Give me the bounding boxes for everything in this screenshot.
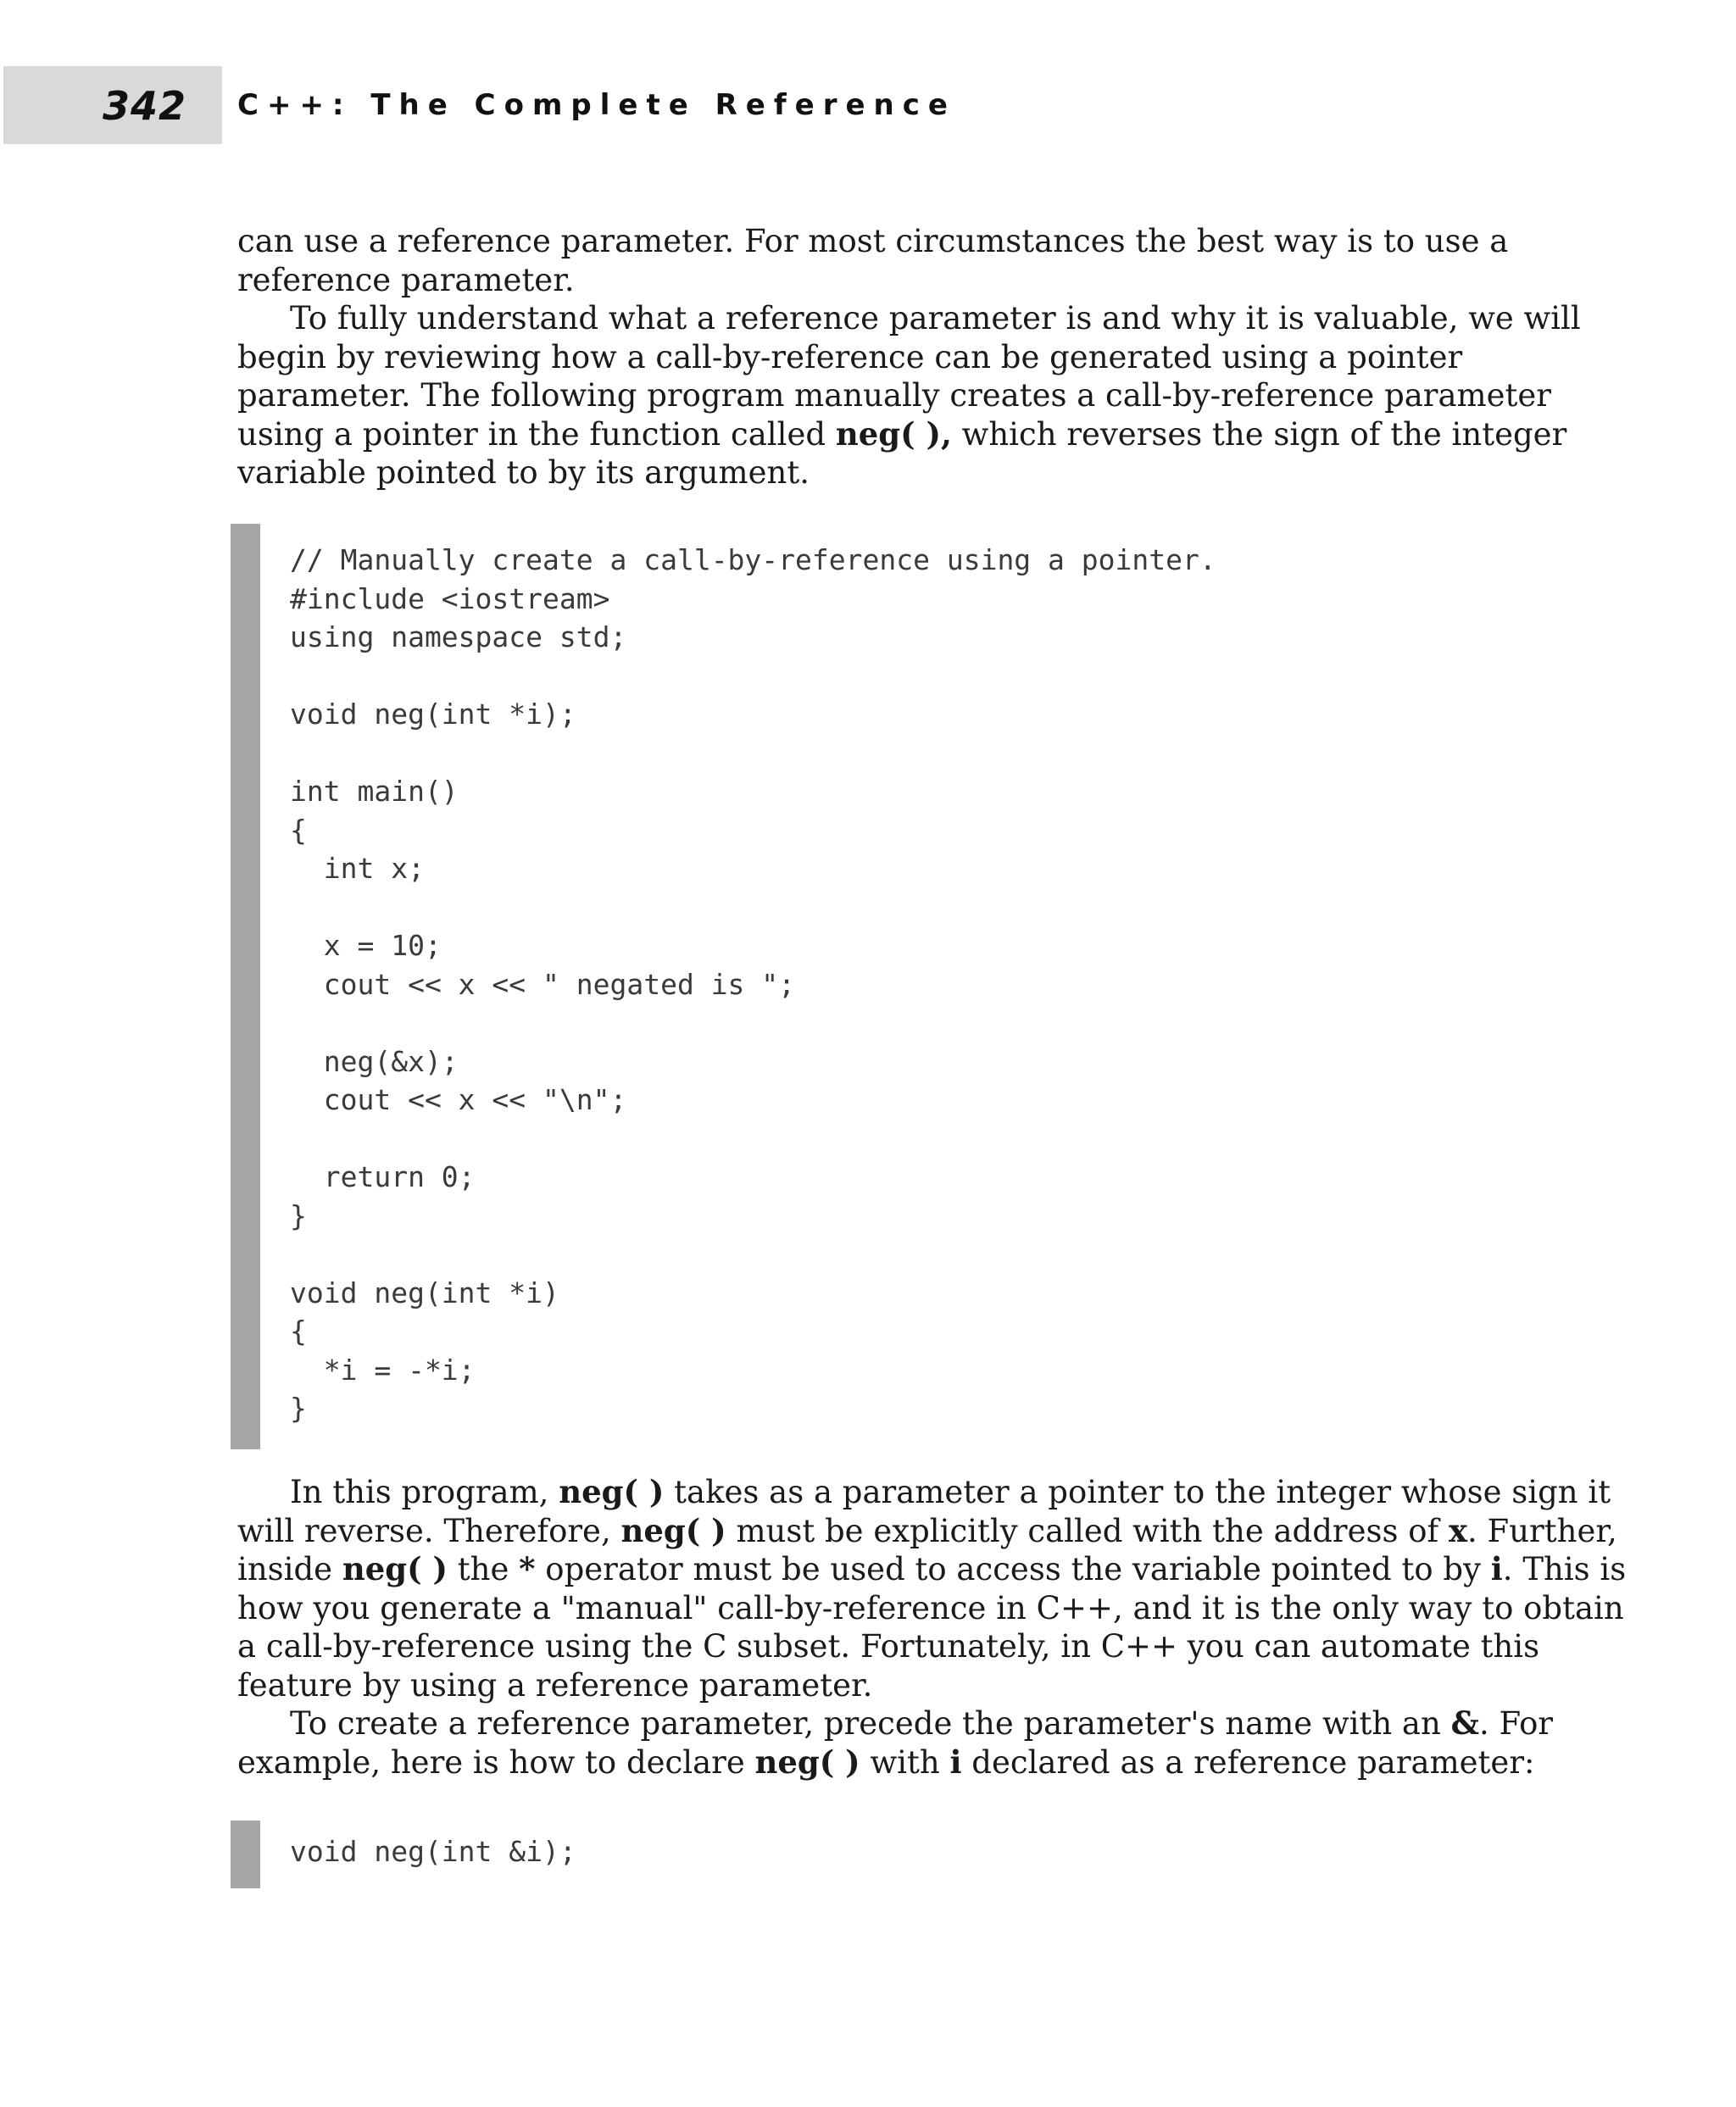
- code-line: *i = -*i;: [290, 1353, 476, 1387]
- code-margin-bar: [231, 1821, 260, 1888]
- code-line: [290, 657, 1216, 696]
- text-line: inside neg( ) the * operator must be used to access the variable pointed to by i. This is: [237, 1550, 1627, 1587]
- text-line: reference parameter.: [237, 261, 575, 298]
- intro-paragraphs: [237, 222, 1581, 492]
- text-line: a call-by-reference using the C subset. Fortunately, in C++ you can automate this: [237, 1628, 1540, 1665]
- page-number-box: [3, 66, 222, 144]
- inline-code-term: neg( ),: [835, 414, 952, 453]
- code-text: [290, 1832, 576, 1871]
- text-line: In this program, neg( ) takes as a parameter a pointer to the integer whose sign it: [290, 1473, 1611, 1510]
- code-line: cout << x << "\n";: [290, 1083, 627, 1116]
- text-line: To fully understand what a reference parameter is and why it is valuable, we will: [290, 300, 1581, 336]
- explanation-paragraphs: [237, 1473, 1627, 1782]
- code-line: }: [290, 1198, 307, 1232]
- code-line: x = 10;: [290, 929, 442, 962]
- text-line: begin by reviewing how a call-by-reference can be generated using a pointer: [237, 338, 1463, 375]
- page-number: 342: [102, 83, 186, 129]
- code-line: {: [290, 1315, 307, 1348]
- code-line: {: [290, 813, 307, 847]
- text-line: can use a reference parameter. For most circumstances the best way is to use a: [237, 223, 1509, 259]
- code-line: }: [290, 1392, 307, 1425]
- running-title: C++: The Complete Reference: [237, 88, 956, 122]
- text-line: how you generate a "manual" call-by-reference in C++, and it is the only way to obtain: [237, 1589, 1624, 1626]
- code-line: // Manually create a call-by-reference using a pointer.: [290, 543, 1216, 576]
- text-line: example, here is how to declare neg( ) with i declared as a reference parameter:: [237, 1743, 1535, 1781]
- text-line: feature by using a reference parameter.: [237, 1666, 873, 1704]
- code-line: cout << x << " negated is ";: [290, 967, 796, 1001]
- code-line: void neg(int &i);: [290, 1835, 576, 1868]
- code-line: neg(&x);: [290, 1044, 459, 1078]
- text-line: variable pointed to by its argument.: [237, 454, 810, 491]
- code-line: void neg(int *i);: [290, 698, 576, 731]
- text-line: using a pointer in the function called neg( ), which reverses the sign of the integer: [237, 414, 1567, 453]
- text-line: To create a reference parameter, precede the parameter's name with an &. For: [290, 1704, 1554, 1742]
- text-line: parameter. The following program manually creates a call-by-reference parameter: [237, 377, 1551, 414]
- code-line: [290, 1235, 1216, 1274]
- code-line: using namespace std;: [290, 620, 627, 653]
- code-margin-bar: [231, 524, 260, 1449]
- code-line: [290, 1003, 1216, 1042]
- code-line: [290, 734, 1216, 773]
- code-line: #include <iostream>: [290, 581, 610, 615]
- code-line: [290, 888, 1216, 927]
- code-line: int main(): [290, 775, 459, 808]
- code-text: [290, 541, 1216, 1428]
- code-line: int x;: [290, 852, 425, 885]
- code-line: void neg(int *i): [290, 1276, 559, 1309]
- code-line: [290, 1120, 1216, 1159]
- code-line: return 0;: [290, 1160, 476, 1193]
- text-line: will reverse. Therefore, neg( ) must be explicitly called with the address of x. Further,: [237, 1511, 1617, 1549]
